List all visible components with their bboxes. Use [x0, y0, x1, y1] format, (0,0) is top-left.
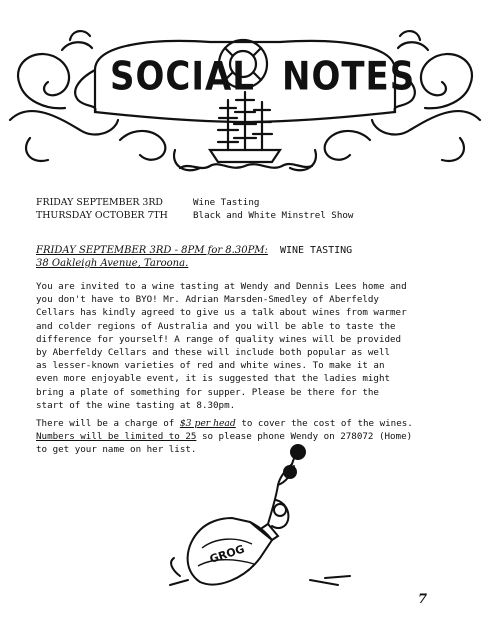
paragraph-line: by Aberfeldy Cellars and these will include both popular as well — [36, 347, 391, 359]
schedule-event: Black and White Minstrel Show — [193, 210, 354, 221]
bottle-label: GROG — [208, 542, 247, 566]
event-heading — [36, 244, 352, 270]
paragraph-line: even more enjoyable event, it is suggested that the ladies might — [36, 373, 391, 385]
phone-text: so please phone Wendy on 278072 (Home) — [196, 431, 413, 443]
schedule-event: Wine Tasting — [193, 197, 260, 208]
grog-bottle-illustration — [160, 440, 360, 594]
paragraph-line: You are invited to a wine tasting at Wendy and Dennis Lees home and — [36, 281, 407, 292]
banner-title-notes: NOTES — [282, 54, 416, 100]
paragraph-line: and colder regions of Australia and you will be able to taste the — [36, 320, 396, 332]
charge-text: There will be a charge of — [36, 418, 180, 429]
bottle-artwork — [160, 440, 360, 590]
paragraph-line: to get your name on her list. — [36, 444, 197, 456]
paragraph-line: Cellars has kindly agreed to give us a talk about wines from warmer — [36, 307, 407, 319]
schedule-date: FRIDAY SEPTEMBER 3RD — [36, 197, 163, 208]
charge-amount: $3 per head — [179, 418, 236, 429]
paragraph-line — [36, 417, 468, 430]
event-title: WINE TASTING — [279, 245, 353, 256]
event-when: FRIDAY SEPTEMBER 3RD - 8PM for 8.30PM: — [36, 245, 268, 256]
paragraph-line: bring a plate of something for supper. Please be there for the — [36, 386, 379, 398]
schedule-date: THURSDAY OCTOBER 7TH — [36, 210, 168, 221]
numbers-limit: Numbers will be limited to 25 — [36, 431, 197, 443]
charge-text: to cover the cost of the wines. — [235, 418, 413, 429]
paragraph-line: as lesser-known varieties of red and white wines. To make it an — [36, 360, 385, 372]
social-notes-banner — [0, 0, 489, 190]
paragraph-line: you don't have to BYO! Mr. Adrian Marsden-Smedley of Aberfeldy — [36, 294, 379, 306]
schedule-row — [36, 196, 353, 209]
schedule-row — [36, 209, 353, 222]
invitation-paragraph — [36, 280, 468, 412]
paragraph-line: difference for yourself! A range of quality wines will be provided — [36, 333, 402, 345]
event-location: 38 Oakleigh Avenue, Taroona. — [36, 258, 189, 269]
banner-title-social: SOCIAL — [110, 54, 255, 100]
page-number: 7 — [418, 592, 428, 607]
event-schedule — [36, 196, 353, 222]
paragraph-line: start of the wine tasting at 8.30pm. — [36, 399, 236, 411]
